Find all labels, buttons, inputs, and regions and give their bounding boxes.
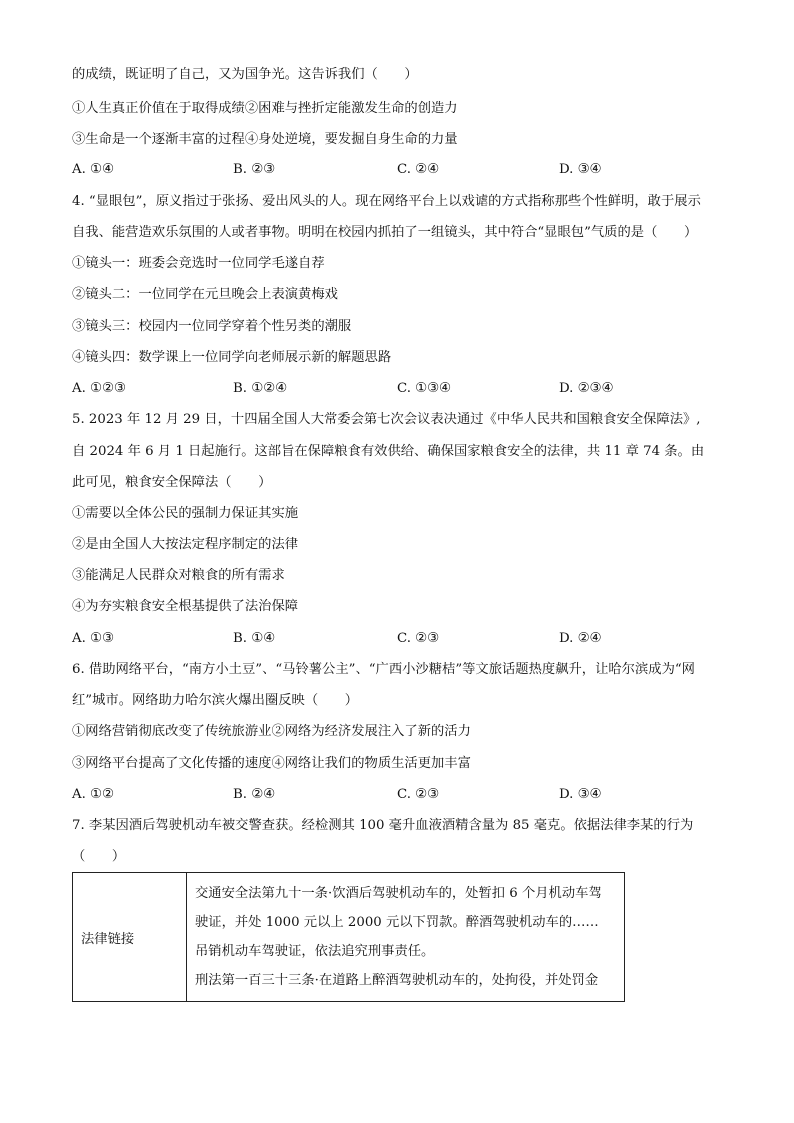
- q5-option-c[interactable]: C. ②③: [397, 631, 439, 646]
- q6-option-c[interactable]: C. ②③: [397, 787, 439, 802]
- q5-item-3: ③能满足人民群众对粮食的所有需求: [72, 568, 285, 583]
- q6-option-b[interactable]: B. ②④: [233, 787, 276, 802]
- q6-option-d[interactable]: D. ③④: [559, 787, 602, 802]
- q4-stem-line2: 自我、能营造欢乐氛围的人或者事物。明明在校园内抓拍了一组镜头，其中符合“显眼包”气质的是（ ）: [72, 225, 698, 240]
- q4-option-d[interactable]: D. ②③④: [559, 381, 614, 396]
- q6-items-row2: ③网络平台提高了文化传播的速度④网络让我们的物质生活更加丰富: [72, 756, 471, 771]
- q3-option-d[interactable]: D. ③④: [559, 162, 602, 177]
- q6-stem-line2: 红”城市。网络助力哈尔滨火爆出圈反映（ ）: [72, 693, 359, 708]
- q4-stem-line1: 4. “显眼包”，原义指过于张扬、爱出风头的人。现在网络平台上以戏谑的方式指称那些个性鲜明，敢于展示: [72, 194, 701, 209]
- q4-option-b[interactable]: B. ①②④: [233, 381, 287, 396]
- q3-option-a[interactable]: A. ①④: [72, 162, 114, 177]
- q4-option-a[interactable]: A. ①②③: [72, 381, 126, 396]
- q3-items-row1: ①人生真正价值在于取得成绩②困难与挫折定能激发生命的创造力: [72, 101, 458, 116]
- q5-option-a[interactable]: A. ①③: [72, 631, 114, 646]
- q6-option-a[interactable]: A. ①②: [72, 787, 114, 802]
- law-link-table: [72, 872, 625, 1002]
- law-link-row: [73, 873, 625, 1002]
- law-text-line-4: 刑法第一百三十三条·在道路上醉酒驾驶机动车的，处拘役，并处罚金: [195, 973, 599, 988]
- q7-stem-line1: 7. 李某因酒后驾驶机动车被交警查获。经检测其 100 毫升血液酒精含量为 85 毫克。依据法律李某的行为: [72, 818, 694, 833]
- q5-item-2: ②是由全国人大按法定程序制定的法律: [72, 537, 299, 552]
- q3-option-b[interactable]: B. ②③: [233, 162, 276, 177]
- law-link-label: 法律链接: [73, 873, 187, 1002]
- q4-item-1: ①镜头一：班委会竞选时一位同学毛遂自荐: [72, 256, 325, 271]
- q3-items-row2: ③生命是一个逐渐丰富的过程④身处逆境，要发掘自身生命的力量: [72, 132, 458, 147]
- q5-stem-line2: 自 2024 年 6 月 1 日起施行。这部旨在保障粮食有效供给、确保国家粮食安全的法律，共 11 章 74 条。由: [72, 444, 705, 459]
- q5-option-b[interactable]: B. ①④: [233, 631, 276, 646]
- q4-item-4: ④镜头四：数学课上一位同学向老师展示新的解题思路: [72, 350, 392, 365]
- q5-item-1: ①需要以全体公民的强制力保证其实施: [72, 506, 299, 521]
- q5-item-4: ④为夯实粮食安全根基提供了法治保障: [72, 599, 299, 614]
- q4-option-c[interactable]: C. ①③④: [397, 381, 451, 396]
- q4-item-2: ②镜头二：一位同学在元旦晚会上表演黄梅戏: [72, 287, 338, 302]
- q6-stem-line1: 6. 借助网络平台，“南方小土豆”、“马铃薯公主”、“广西小沙糖桔”等文旅话题热度飙升，让哈尔滨成为“网: [72, 662, 695, 677]
- q4-item-3: ③镜头三：校园内一位同学穿着个性另类的潮服: [72, 319, 352, 334]
- law-text-line-1: 交通安全法第九十一条·饮酒后驾驶机动车的，处暂扣 6 个月机动车驾: [195, 886, 602, 901]
- q6-items-row1: ①网络营销彻底改变了传统旅游业②网络为经济发展注入了新的活力: [72, 724, 471, 739]
- q5-stem-line1: 5. 2023 年 12 月 29 日，十四届全国人大常委会第七次会议表决通过《中华人民共和国粮食安全保障法》,: [72, 412, 701, 427]
- law-text-line-2: 驶证，并处 1000 元以上 2000 元以下罚款。醉酒驾驶机动车的……: [195, 915, 599, 930]
- q3-option-c[interactable]: C. ②④: [397, 162, 439, 177]
- q3-stem: 的成绩，既证明了自己，又为国争光。这告诉我们（ ）: [72, 67, 418, 82]
- q5-stem-line3: 此可见，粮食安全保障法（ ）: [72, 475, 272, 490]
- q7-stem-line2: （ ）: [72, 849, 126, 864]
- q5-option-d[interactable]: D. ②④: [559, 631, 602, 646]
- law-text-line-3: 吊销机动车驾驶证，依法追究刑事责任。: [195, 944, 435, 959]
- law-link-content: [187, 873, 625, 1002]
